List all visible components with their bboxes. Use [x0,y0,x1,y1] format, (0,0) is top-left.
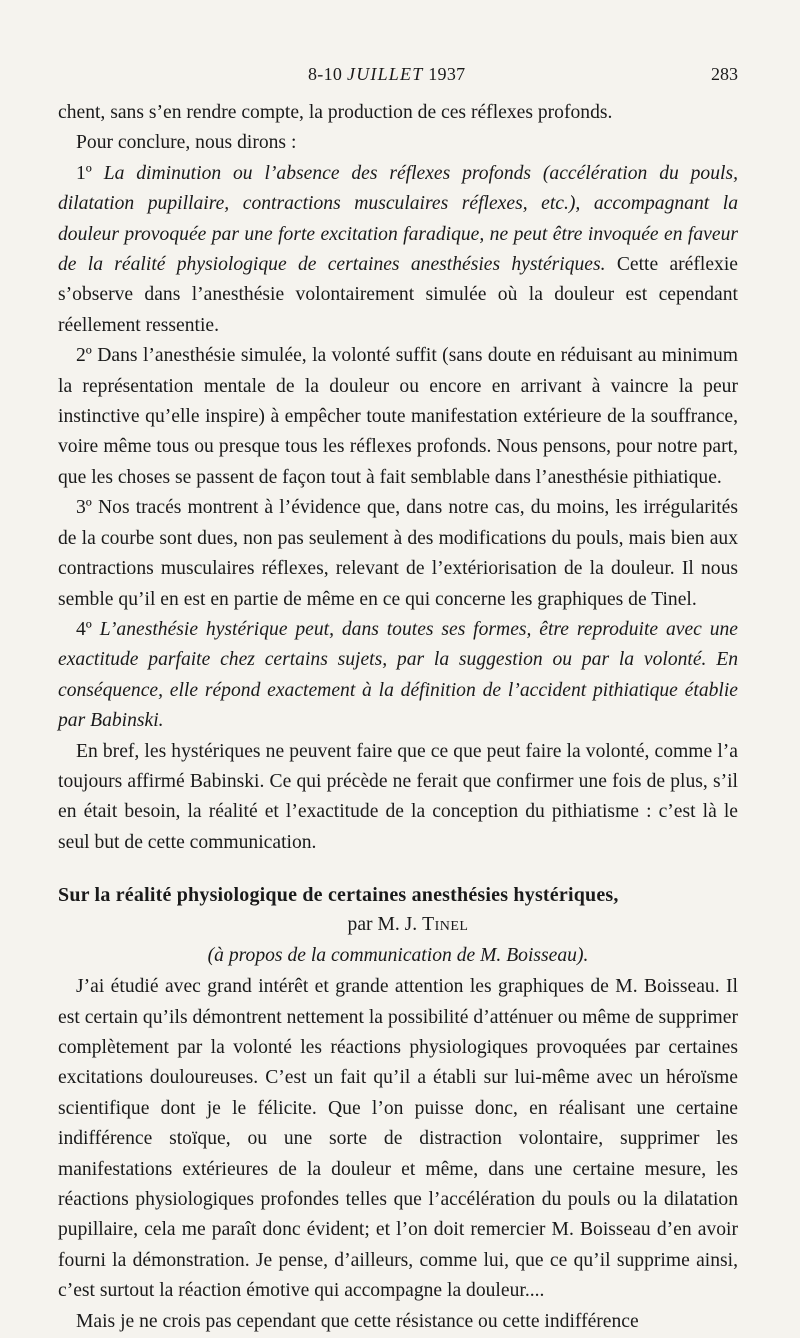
byline-prefix: par M. J. [347,914,418,936]
section-title: Sur la réalité physiologique de certaines anesthésies hystériques, [58,884,619,907]
paragraph-continuation: chent, sans s’en rendre compte, la production de ces réflexes profonds. [58,102,613,123]
date-year: 1937 [428,64,466,84]
date-month: JUILLET [347,64,424,84]
point-1-italic: La diminution ou l’absence des réflexes profonds (accélération du pouls, dilatation pupillaire, contractions musculaires réflexes, etc.), accompagnant la douleur provoquée par une forte excitation faradique, ne peut être invoquée en faveur de la réalité physiologique de certaines anesthésies hystériques. [58,162,738,276]
paragraph-conclusion-intro: Pour conclure, nous dirons : [76,132,297,154]
page-number: 283 [711,64,738,84]
point-4-number: 4º [76,618,92,640]
paragraph-point-1 [58,159,738,341]
paragraph-summary: En bref, les hystériques ne peuvent faire que ce que peut faire la volonté, comme l’a toujours affirmé Babinski. Ce qui précède ne ferait que confirmer une fois de plus, s’il en était besoin, la réalité et l’exactitude de la conception du pithiatisme : c’est là le seul but de cette communication. [58,740,738,853]
running-head-date [308,64,465,85]
paragraph-point-3: 3º Nos tracés montrent à l’évidence que, dans notre cas, du moins, les irrégularités de la courbe sont dues, non pas seulement à des modifications du pouls, mais bien aux contractions musculaires réflexes, relevant de l’extériorisation de la douleur. Il nous semble qu’il en est en partie de même en ce qui concerne les graphiques de Tinel. [58,497,738,610]
page-body [58,98,738,1337]
point-1-text: Cette aréflexie s’observe dans l’anesthésie volontairement simulée où la douleur est cependant réellement ressentie. [58,254,738,336]
date-prefix: 8-10 [308,64,343,84]
paragraph-point-2: 2º Dans l’anesthésie simulée, la volonté suffit (sans doute en réduisant au minimum la représentation mentale de la douleur ou encore en arrivant à vaincre la peur instinctive qu’elle inspire) à empêcher toute manifestation extérieure de la souffrance, voire même tous ou presque tous les réflexes profonds. Nous pensons, pour notre part, que les choses se passent de façon tout à fait semblable dans l’anesthésie pithiatique. [58,345,738,488]
section-paragraph-1: J’ai étudié avec grand intérêt et grande attention les graphiques de M. Boisseau. Il est certain qu’ils démontrent nettement la possibilité d’atténuer ou même de supprimer complètement par la volonté les réactions physiologiques provoquées par certaines excitations douloureuses. C’est un fait qu’il a établi sur lui-même avec un héroïsme scientifique dont je le félicite. Que l’on puisse donc, en réalisant une certaine indifférence stoïque, ou une sorte de distraction volontaire, supprimer les manifestations extérieures de la douleur et même, dans une certaine mesure, les réactions physiologiques profondes telles que l’accélération du pouls ou la dilatation pupillaire, cela me paraît donc évident; et l’on doit remercier M. Boisseau d’en avoir fourni la démonstration. Je pense, d’ailleurs, comme lui, que ce qu’il supprime ainsi, c’est surtout la réaction émotive qui accompagne la douleur.... [58,976,738,1302]
byline-author: Tinel [422,914,469,936]
section-tinel [58,880,738,1337]
section-apropos: (à propos de la communication de M. Boisseau). [207,945,589,967]
paragraph-point-4 [58,615,738,737]
point-1-number: 1º [76,162,92,184]
running-head [58,64,738,88]
point-4-italic: L’anesthésie hystérique peut, dans toutes ses formes, être reproduite avec une exactitude parfaite chez certains sujets, par la suggestion ou par la volonté. En conséquence, elle répond exactement à la définition de l’accident pithiatique établie par Babinski. [58,618,738,732]
section-paragraph-2: Mais je ne crois pas cependant que cette résistance ou cette indifférence [76,1310,639,1332]
section-byline [58,910,738,940]
